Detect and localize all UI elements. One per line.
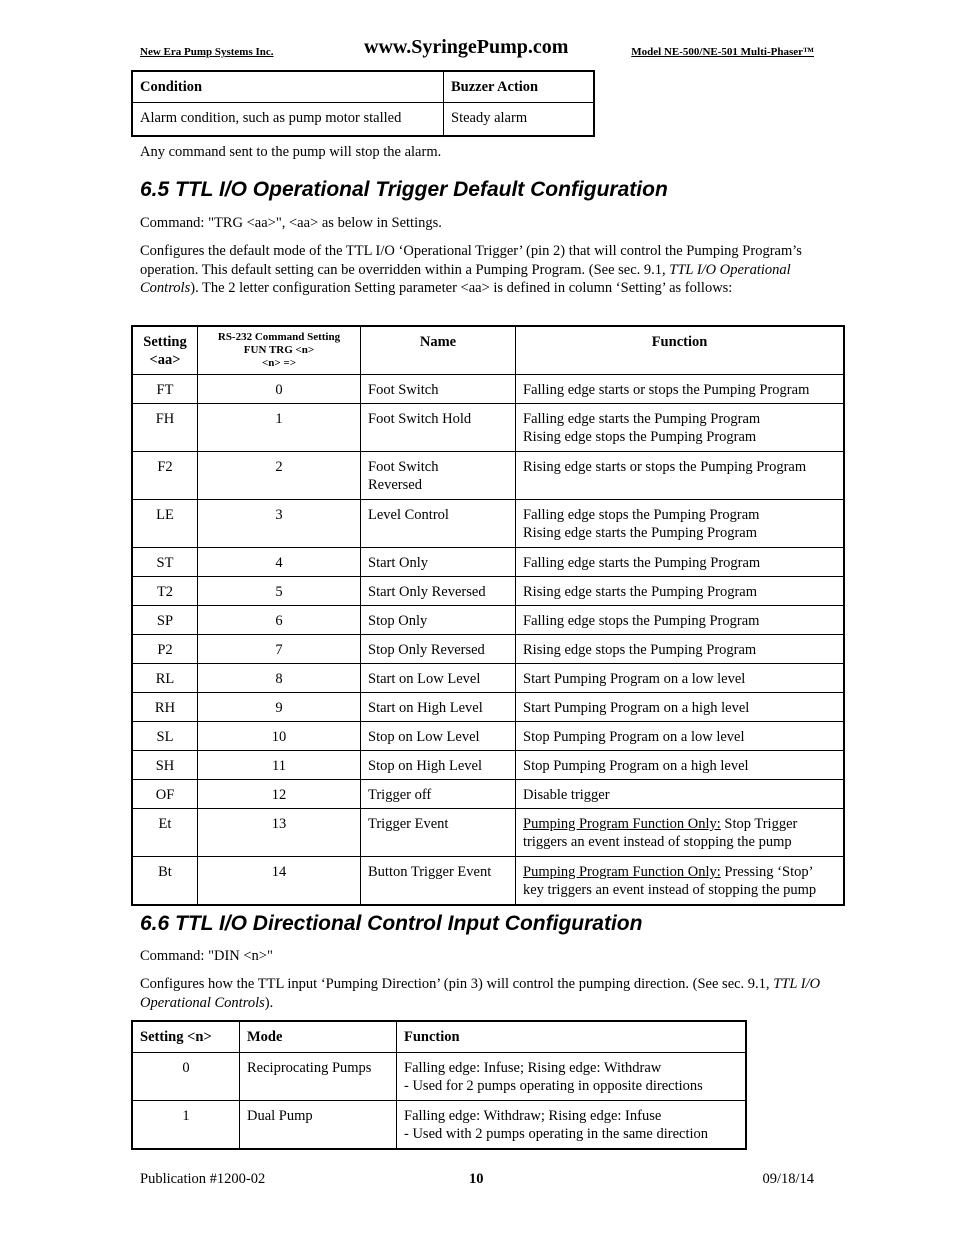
cell-name: Start on High Level (361, 693, 516, 722)
table-row (132, 693, 844, 722)
cell-name: Stop on Low Level (361, 722, 516, 751)
cell-function: Falling edge starts the Pumping Program (516, 548, 845, 577)
cell-function (516, 809, 845, 857)
desc-text: Configures how the TTL input ‘Pumping Direction’ (pin 3) will control the pumping direction. (See sec. 9.1, (140, 976, 774, 992)
cell-function: Falling edge: Withdraw; Rising edge: Infuse - Used with 2 pumps operating in the same direction (397, 1101, 747, 1150)
table-row (132, 375, 844, 404)
cell-setting: 0 (132, 1053, 240, 1101)
cell-rs232-n: 1 (198, 404, 361, 452)
table-row (132, 751, 844, 780)
cell-name: Stop on High Level (361, 751, 516, 780)
cell-rs232-n: 8 (198, 664, 361, 693)
section-6-5-command: Command: "TRG <aa>", <aa> as below in Settings. (140, 215, 442, 231)
cell-function: Stop Pumping Program on a high level (516, 751, 845, 780)
desc-reference: TTL I/O Operational Controls (140, 261, 791, 296)
col-header-setting: Setting <n> (132, 1021, 240, 1053)
desc-text: ). (264, 994, 274, 1011)
cell-setting: T2 (132, 577, 198, 606)
cell-mode: Reciprocating Pumps (240, 1053, 397, 1101)
cell-function: Rising edge starts the Pumping Program (516, 577, 845, 606)
cell-rs232-n: 14 (198, 857, 361, 906)
cell-rs232-n: 11 (198, 751, 361, 780)
table-row (132, 1053, 746, 1101)
table-row (132, 1101, 746, 1150)
cell-setting: SP (132, 606, 198, 635)
trigger-table-body (132, 375, 844, 906)
alarm-note: Any command sent to the pump will stop the alarm. (140, 144, 442, 160)
direction-table-body (132, 1053, 746, 1150)
cell-rs232-n: 10 (198, 722, 361, 751)
function-text: Stop Trigger triggers an event instead of stopping the pump (523, 816, 798, 850)
table-row (132, 500, 844, 548)
cell-buzzer-action: Steady alarm (444, 103, 595, 137)
col-header-condition: Condition (132, 71, 444, 103)
function-prefix: Pumping Program Function Only: (523, 864, 721, 880)
buzzer-table (131, 70, 595, 137)
table-header-row (132, 71, 594, 103)
table-header-row (132, 326, 844, 375)
cell-rs232-n: 9 (198, 693, 361, 722)
col-header-function: Function (397, 1021, 747, 1053)
cell-setting: FT (132, 375, 198, 404)
table-row (132, 452, 844, 500)
table-row (132, 404, 844, 452)
cell-setting: LE (132, 500, 198, 548)
page-header (140, 36, 816, 64)
cell-rs232-n: 7 (198, 635, 361, 664)
table-row (132, 577, 844, 606)
cell-function: Falling edge stops the Pumping Program (516, 606, 845, 635)
cell-name: Button Trigger Event (361, 857, 516, 906)
cell-function: Falling edge starts or stops the Pumping Program (516, 375, 845, 404)
cell-function: Falling edge: Infuse; Rising edge: Withdraw - Used for 2 pumps operating in opposite directions (397, 1053, 747, 1101)
cell-setting: F2 (132, 452, 198, 500)
table-row (132, 809, 844, 857)
cell-setting: FH (132, 404, 198, 452)
cell-name: Trigger off (361, 780, 516, 809)
cell-rs232-n: 5 (198, 577, 361, 606)
desc-text: ). The 2 letter configuration Setting parameter <aa> is defined in column ‘Setting’ as follows: (190, 280, 733, 296)
col-header-mode: Mode (240, 1021, 397, 1053)
cell-rs232-n: 12 (198, 780, 361, 809)
col-header-rs232: RS-232 Command Setting FUN TRG <n> <n> => (198, 326, 361, 375)
cell-name: Start Only (361, 548, 516, 577)
col-header-function: Function (516, 326, 845, 375)
cell-name: Foot Switch Hold (361, 404, 516, 452)
cell-setting: Bt (132, 857, 198, 906)
table-header-row (132, 1021, 746, 1053)
publication-date: 09/18/14 (762, 1171, 814, 1187)
desc-reference: TTL I/O Operational Controls (140, 976, 821, 1011)
section-6-5-description (140, 242, 840, 298)
function-prefix: Pumping Program Function Only: (523, 816, 721, 832)
cell-mode: Dual Pump (240, 1101, 397, 1150)
table-row (132, 635, 844, 664)
cell-setting: OF (132, 780, 198, 809)
col-header-name: Name (361, 326, 516, 375)
col-header-setting: Setting <aa> (132, 326, 198, 375)
cell-function: Rising edge starts or stops the Pumping Program (516, 452, 845, 500)
website-url: www.SyringePump.com (364, 36, 569, 58)
cell-setting: 1 (132, 1101, 240, 1150)
cell-rs232-n: 0 (198, 375, 361, 404)
section-6-6-command: Command: "DIN <n>" (140, 948, 273, 964)
cell-function: Disable trigger (516, 780, 845, 809)
cell-name: Foot Switch (361, 375, 516, 404)
cell-name: Level Control (361, 500, 516, 548)
col-header-buzzer-action: Buzzer Action (444, 71, 595, 103)
table-row (132, 780, 844, 809)
publication-number: Publication #1200-02 (140, 1171, 266, 1187)
section-6-6-title: 6.6 TTL I/O Directional Control Input Configuration (140, 912, 643, 935)
cell-rs232-n: 4 (198, 548, 361, 577)
cell-function (516, 857, 845, 906)
cell-rs232-n: 3 (198, 500, 361, 548)
cell-function: Stop Pumping Program on a low level (516, 722, 845, 751)
section-6-5-title: 6.5 TTL I/O Operational Trigger Default Configuration (140, 178, 668, 201)
cell-setting: P2 (132, 635, 198, 664)
cell-setting: RH (132, 693, 198, 722)
function-text: Pressing ‘Stop’ key triggers an event instead of stopping the pump (523, 864, 817, 898)
cell-setting: ST (132, 548, 198, 577)
cell-function: Start Pumping Program on a high level (516, 693, 845, 722)
cell-function: Start Pumping Program on a low level (516, 664, 845, 693)
cell-name: Stop Only Reversed (361, 635, 516, 664)
cell-name: Trigger Event (361, 809, 516, 857)
trigger-config-table (131, 325, 845, 906)
table-row (132, 606, 844, 635)
cell-name: Stop Only (361, 606, 516, 635)
cell-condition: Alarm condition, such as pump motor stalled (132, 103, 444, 137)
cell-rs232-n: 2 (198, 452, 361, 500)
cell-name: Start Only Reversed (361, 577, 516, 606)
cell-setting: SL (132, 722, 198, 751)
table-row (132, 722, 844, 751)
cell-rs232-n: 13 (198, 809, 361, 857)
cell-function: Falling edge stops the Pumping Program Rising edge starts the Pumping Program (516, 500, 845, 548)
direction-config-table (131, 1020, 747, 1150)
cell-setting: SH (132, 751, 198, 780)
model-name: Model NE-500/NE-501 Multi-Phaser™ (631, 46, 814, 58)
section-6-6-description (140, 975, 840, 1012)
cell-setting: Et (132, 809, 198, 857)
table-row (132, 664, 844, 693)
cell-function: Rising edge stops the Pumping Program (516, 635, 845, 664)
cell-name: Start on Low Level (361, 664, 516, 693)
cell-function: Falling edge starts the Pumping Program Rising edge stops the Pumping Program (516, 404, 845, 452)
table-row (132, 103, 594, 137)
desc-text: Configures the default mode of the TTL I/O ‘Operational Trigger’ (pin 2) that will control the Pumping Program’s operation. This default setting can be overridden within a Pumping Program. (See sec. 9.1, (140, 243, 802, 278)
table-row (132, 548, 844, 577)
table-row (132, 857, 844, 906)
cell-rs232-n: 6 (198, 606, 361, 635)
cell-name: Foot Switch Reversed (361, 452, 516, 500)
cell-setting: RL (132, 664, 198, 693)
company-name: New Era Pump Systems Inc. (140, 46, 274, 58)
page-number: 10 (469, 1171, 484, 1187)
